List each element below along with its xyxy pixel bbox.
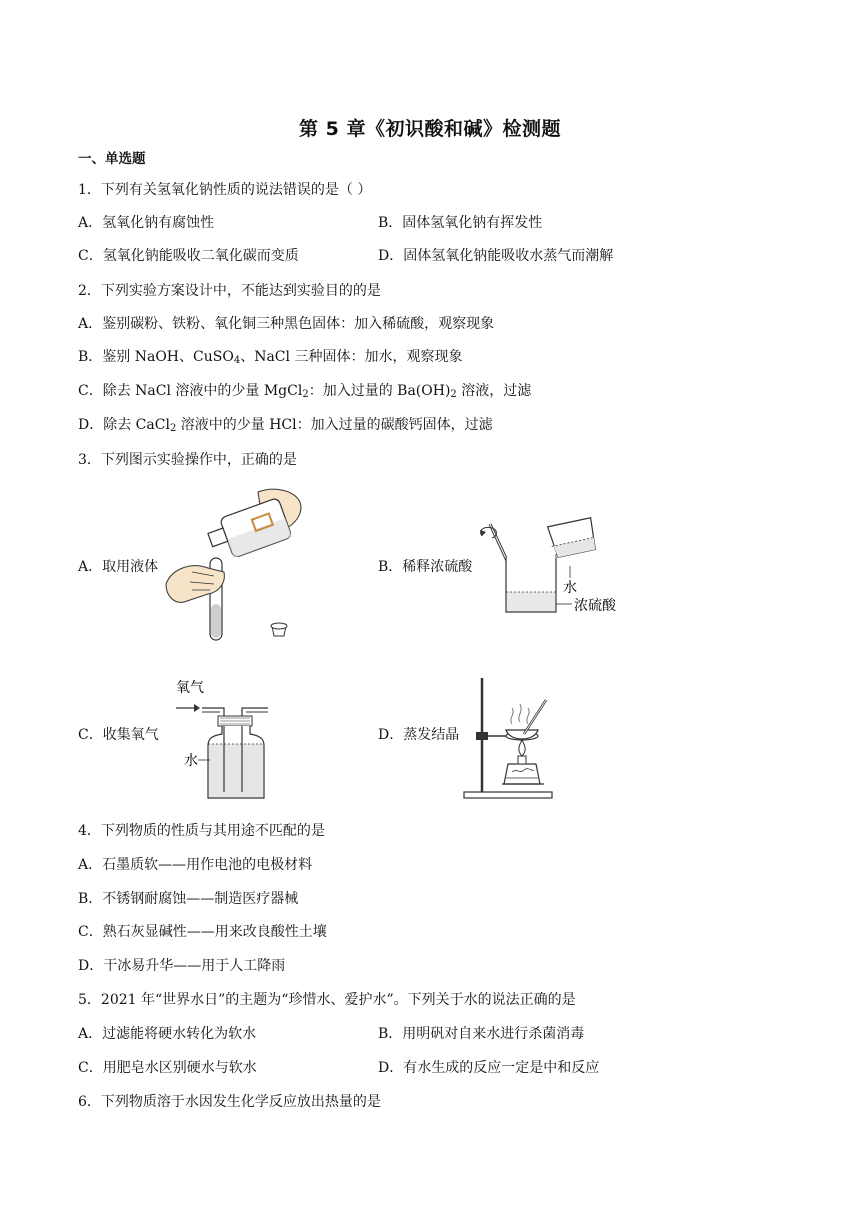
question-3-option-c[interactable]: C．收集氧气	[78, 727, 159, 743]
q2c-subscript-1: 2	[302, 389, 309, 400]
question-4-option-a[interactable]: A．石墨质软——用作电池的电极材料	[78, 857, 313, 873]
q2b-text-1: B．鉴别 NaOH、CuSO	[78, 349, 234, 365]
q2d-subscript: 2	[169, 423, 177, 434]
question-4-option-c[interactable]: C．熟石灰显碱性——用来改良酸性土壤	[78, 924, 327, 940]
question-2-option-c[interactable]	[78, 382, 531, 400]
question-2-option-b[interactable]	[78, 348, 462, 366]
q2d-text-2: 溶液中的少量 HCl：加入过量的碳酸钙固体，过滤	[176, 417, 493, 433]
question-3-option-b[interactable]: B．稀释浓硫酸	[378, 559, 473, 575]
question-3-option-d[interactable]: D．蒸发结晶	[378, 727, 460, 743]
section-heading: 一、单选题	[78, 151, 146, 167]
figure-c-oxygen-label: 氧气	[176, 680, 204, 696]
question-2-option-a[interactable]: A．鉴别碳粉、铁粉、氧化铜三种黑色固体：加入稀硫酸，观察现象	[78, 316, 495, 332]
question-4-stem: 4．下列物质的性质与其用途不匹配的是	[78, 823, 325, 839]
question-5-option-c[interactable]: C．用肥皂水区别硬水与软水	[78, 1060, 257, 1076]
figure-b-acid-label: 浓硫酸	[574, 598, 616, 614]
question-5-option-a[interactable]: A．过滤能将硬水转化为软水	[78, 1026, 257, 1042]
page-title: 第 5 章《初识酸和碱》检测题	[299, 118, 561, 140]
q2c-text-1: C．除去 NaCl 溶液中的少量 MgCl	[78, 383, 303, 399]
figure-a-pour-liquid	[162, 486, 310, 646]
q2b-text-2: 、NaCl 三种固体：加水，观察现象	[240, 349, 463, 365]
q2c-text-2: ：加入过量的 Ba(OH)	[308, 383, 451, 399]
question-1-option-a[interactable]: A．氢氧化钠有腐蚀性	[78, 215, 215, 231]
question-3-option-a[interactable]: A．取用液体	[78, 559, 159, 575]
q2d-text-1: D．除去 CaCl	[78, 417, 170, 433]
question-1-option-b[interactable]: B．固体氢氧化钠有挥发性	[378, 215, 543, 231]
question-6-stem: 6．下列物质溶于水因发生化学反应放出热量的是	[78, 1094, 381, 1110]
question-2-option-d[interactable]	[78, 416, 493, 434]
question-1-stem: 1．下列有关氢氧化钠性质的说法错误的是（ ）	[78, 182, 372, 198]
question-3-stem: 3．下列图示实验操作中，正确的是	[78, 452, 297, 468]
question-4-option-b[interactable]: B．不锈钢耐腐蚀——制造医疗器械	[78, 891, 299, 907]
question-5-option-b[interactable]: B．用明矾对自来水进行杀菌消毒	[378, 1026, 585, 1042]
question-5-option-d[interactable]: D．有水生成的反应一定是中和反应	[378, 1060, 600, 1076]
q2c-subscript-2: 2	[450, 389, 457, 400]
q2b-subscript: 4	[233, 355, 241, 366]
q2c-text-3: 溶液，过滤	[456, 383, 532, 399]
figure-d-evaporation	[462, 674, 562, 802]
question-2-stem: 2．下列实验方案设计中，不能达到实验目的的是	[78, 283, 381, 299]
question-1-option-d[interactable]: D．固体氢氧化钠能吸收水蒸气而潮解	[378, 248, 614, 264]
figure-b-dilute-acid	[476, 514, 616, 624]
figure-c-collect-oxygen	[172, 676, 280, 806]
question-1-option-c[interactable]: C．氢氧化钠能吸收二氧化碳而变质	[78, 248, 299, 264]
question-4-option-d[interactable]: D．干冰易升华——用于人工降雨	[78, 958, 286, 974]
figure-c-water-label: 水	[184, 753, 198, 769]
figure-b-water-label: 水	[563, 580, 577, 596]
question-5-stem: 5．2021 年“世界水日”的主题为“珍惜水、爱护水”。下列关于水的说法正确的是	[78, 992, 576, 1008]
